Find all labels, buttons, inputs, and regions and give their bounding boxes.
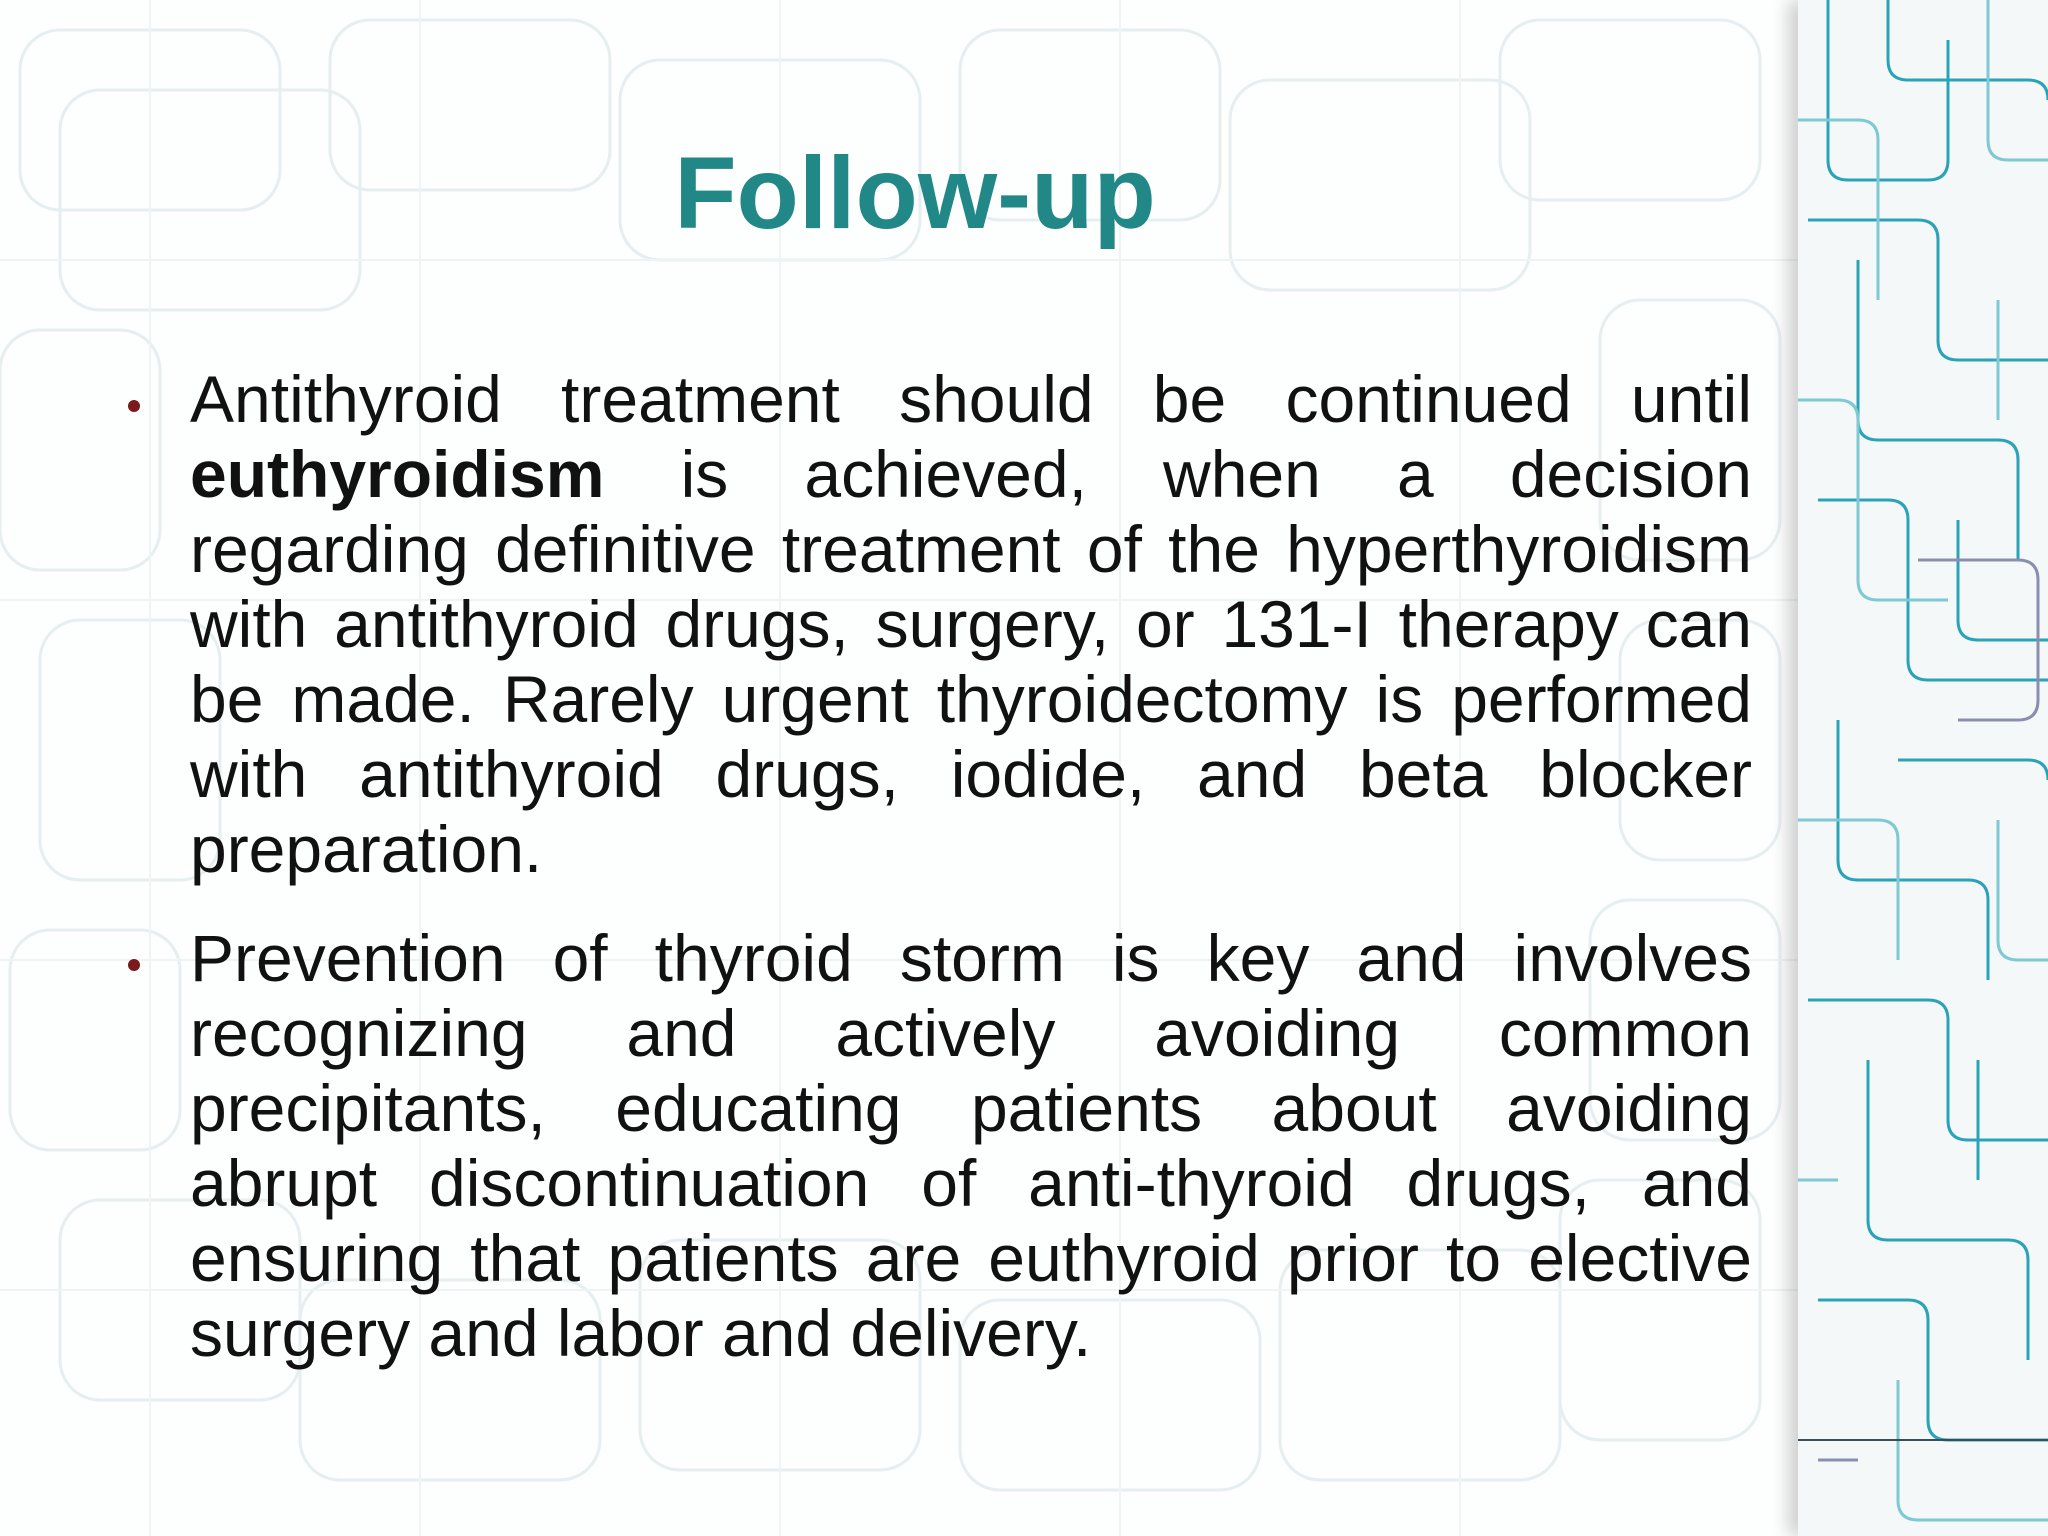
bullet-text: Prevention of thyroid storm is key and involves recognizing and actively avoiding common precipitants, educating patients about avoiding abrupt discontinuation of anti-thyroid drugs, and ensuring that patients are euthyroid prior to elective surgery and labor and delivery. <box>190 921 1752 1370</box>
bold-term: euthyroidism <box>190 437 605 511</box>
right-decorative-band <box>1798 0 2048 1536</box>
bullet-list <box>190 362 1752 1405</box>
bullet-item <box>190 362 1752 887</box>
bullet-dot-icon <box>128 400 140 412</box>
circuit-pattern <box>1798 0 2048 1536</box>
bullet-text-after: is achieved, when a decision regarding definitive treatment of the hyperthyroidism with antithyroid drugs, surgery, or 131-I therapy can be made. Rarely urgent thyroidectomy is performed with antithyroid drugs, iodide, and beta blocker preparation. <box>190 437 1752 886</box>
bullet-dot-icon <box>128 959 140 971</box>
slide-title: Follow-up <box>674 136 1156 250</box>
bullet-text-before: Antithyroid treatment should be continued until <box>190 362 1752 436</box>
bullet-item <box>190 921 1752 1371</box>
